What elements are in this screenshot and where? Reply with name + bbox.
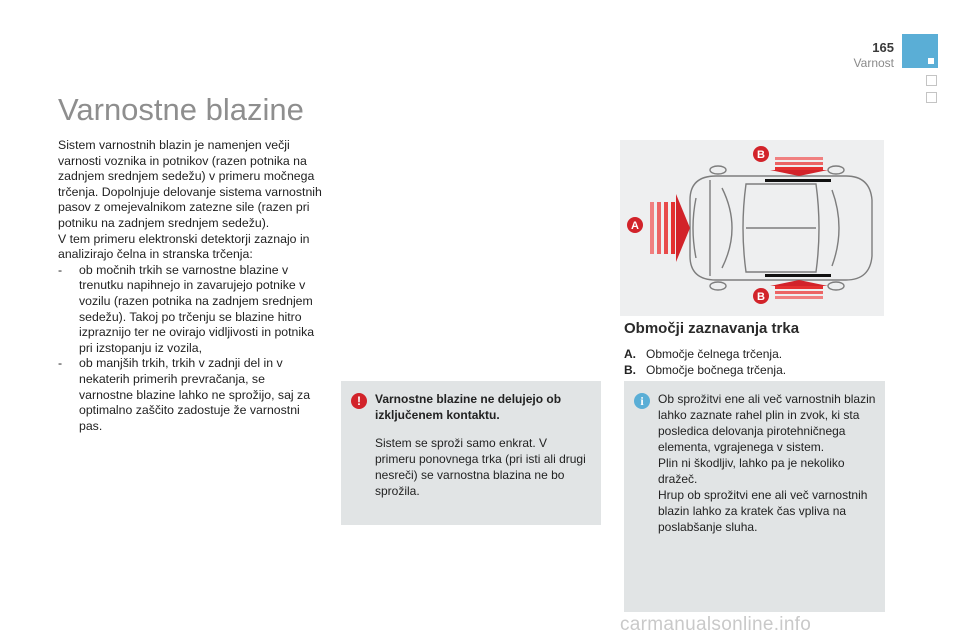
list-dash: -	[58, 356, 63, 371]
label-b-top-text: B	[757, 149, 765, 161]
front-impact-arrows	[650, 194, 690, 262]
list-item-text: ob močnih trkih se varnostne blazine v trenutku napihnejo in zavarujejo potnike v vozilu (razen potnika na zadnjem srednjem sedežu). Takoj po trčenju se blazine hitro izpraznijo ter ne ovirajo vidljivosti in potnika pri izstopanju iz vozila,	[79, 262, 315, 355]
zone-key: A.	[624, 347, 636, 361]
zone-item	[624, 346, 786, 362]
label-a	[627, 217, 643, 233]
chapter-tab-box[interactable]	[926, 75, 937, 86]
intro-paragraph: Sistem varnostnih blazin je namenjen večji varnosti voznika in potnikov (razen potnika na zadnjem srednjem sedežu) v primeru močnega trčenja. Dopolnjuje delovanje sistema varnostnih pasov z omejevalnikom zatezne sile (razen pri potniku na zadnjem srednjem sedežu).	[58, 138, 322, 230]
zone-text: Območje bočnega trčenja.	[646, 363, 787, 377]
section-name: Varnost	[853, 56, 894, 70]
info-box	[624, 381, 885, 612]
warning-title: Varnostne blazine ne delujejo ob izključenem kontaktu.	[375, 392, 562, 422]
label-b-bottom-text: B	[757, 291, 765, 303]
side-impact-arrows-bottom	[765, 274, 831, 299]
zone-item	[624, 362, 786, 378]
body-text	[58, 138, 322, 434]
car-top-view-diagram	[620, 140, 884, 316]
label-b-bottom	[753, 288, 769, 304]
warning-box	[341, 381, 601, 525]
zone-text: Območje čelnega trčenja.	[646, 347, 783, 361]
label-b-top	[753, 146, 769, 162]
info-text-2: Plin ni škodljiv, lahko pa je nekoliko dražeč.	[658, 456, 845, 486]
car-outline	[690, 166, 872, 290]
zones-title: Območji zaznavanja trka	[624, 320, 800, 337]
list-item	[58, 356, 322, 434]
chapter-tab-box[interactable]	[926, 92, 937, 103]
warning-text: Sistem se sproži samo enkrat. V primeru ponovnega trka (pri isti ali drugi nesreči) se varnostna blazina ne bo sprožila.	[375, 436, 586, 498]
warning-icon: !	[351, 393, 367, 409]
list-dash: -	[58, 262, 63, 277]
page-title: Varnostne blazine	[58, 92, 304, 127]
info-text-1: Ob sprožitvi ene ali več varnostnih blazin lahko zaznate rahel plin in zvok, ki sta posledica delovanja pirotehničnega elementa, vgrajenega v sistem.	[658, 392, 876, 454]
zone-key: B.	[624, 363, 636, 377]
chapter-tab-marker[interactable]	[902, 34, 938, 68]
list-item-text: ob manjših trkih, trkih v zadnji del in v nekaterih primerih prevračanja, se varnostne blazine lahko ne sprožijo, saj za optimalno zaščito zadostuje že varnostni pas.	[79, 356, 311, 433]
watermark: carmanualsonline.info	[620, 614, 812, 635]
info-icon: i	[634, 393, 650, 409]
page-number: 165	[872, 40, 894, 55]
detect-paragraph: V tem primeru elektronski detektorji zaznajo in analizirajo čelna in stranska trčenja:	[58, 231, 310, 262]
list-item	[58, 263, 322, 357]
info-text-3: Hrup ob sprožitvi ene ali več varnostnih blazin lahko za kratek čas vpliva na poslabšanje sluha.	[658, 488, 868, 534]
airbag-zones-diagram	[620, 140, 884, 316]
side-impact-arrows-top	[765, 157, 831, 182]
zones-list	[624, 346, 786, 378]
label-a-text: A	[631, 220, 639, 232]
